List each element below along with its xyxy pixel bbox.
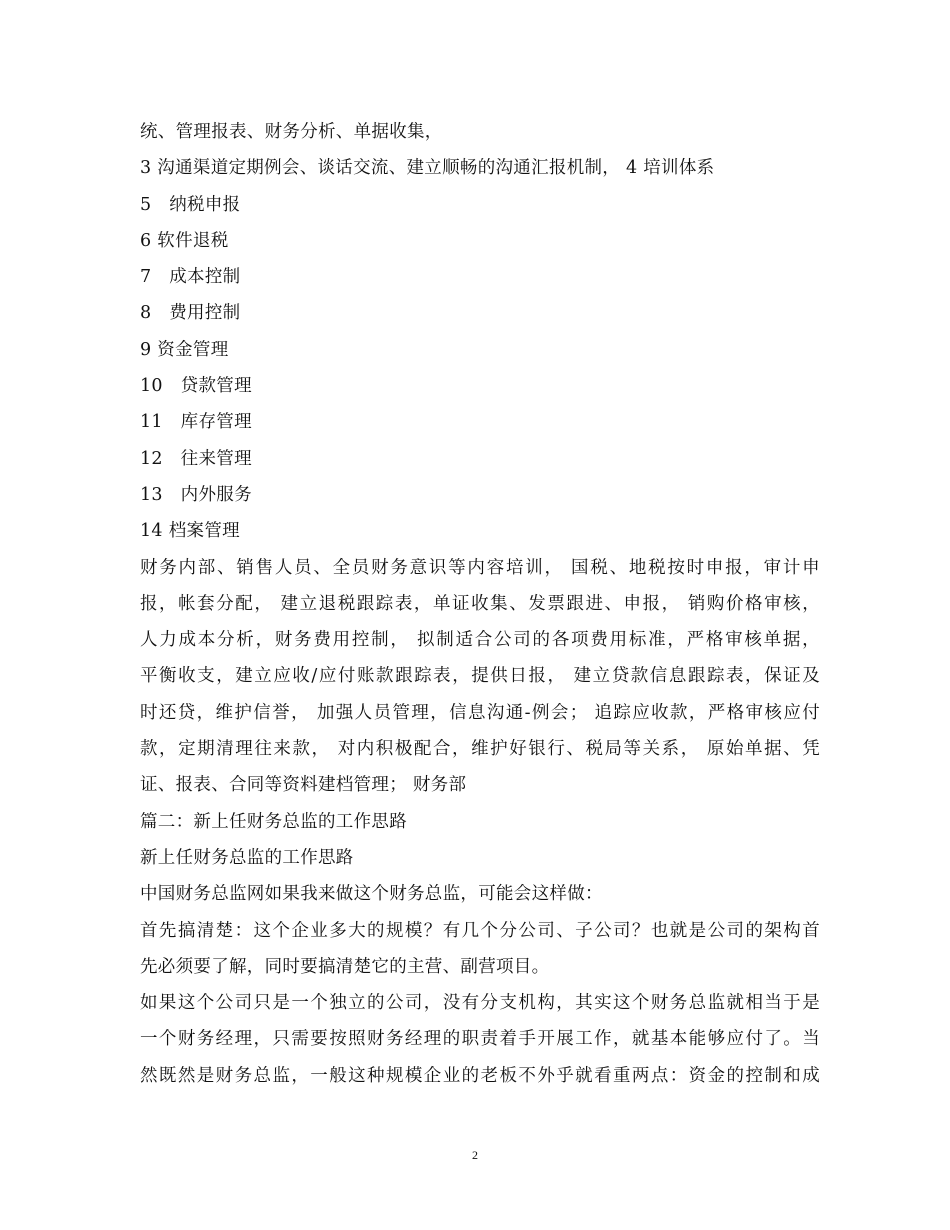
paragraph-line: 财务内部、销售人员、全员财务意识等内容培训， 国税、地税按时申报，审计申 xyxy=(140,557,820,578)
list-item: 11 库存管理 xyxy=(140,412,252,433)
paragraph-line: 首先搞清楚：这个企业多大的规模？有几个分公司、子公司？也就是公司的架构首 xyxy=(140,920,820,941)
list-item: 12 往来管理 xyxy=(140,448,252,469)
list-item: 14 档案管理 xyxy=(140,521,240,542)
text-line: 3 沟通渠道定期例会、谈话交流、建立顺畅的沟通汇报机制， 4 培训体系 xyxy=(140,158,715,179)
list-item: 7 成本控制 xyxy=(140,267,241,288)
paragraph-line: 平衡收支，建立应收/应付账款跟踪表，提供日报， 建立贷款信息跟踪表，保证及 xyxy=(140,666,820,687)
paragraph-line: 如果这个公司只是一个独立的公司，没有分支机构，其实这个财务总监就相当于是 xyxy=(140,993,820,1014)
list-item: 8 费用控制 xyxy=(140,303,241,324)
paragraph-line: 先必须要了解，同时要搞清楚它的主营、副营项目。 xyxy=(140,956,550,977)
list-item: 6 软件退税 xyxy=(140,230,229,251)
page-number: 2 xyxy=(472,1148,478,1162)
paragraph-line: 然既然是财务总监，一般这种规模企业的老板不外乎就看重两点：资金的控制和成 xyxy=(140,1065,820,1086)
text-line: 统、管理报表、财务分析、单据收集， xyxy=(140,122,443,142)
paragraph-line: 人力成本分析，财务费用控制， 拟制适合公司的各项费用标准，严格审核单据， xyxy=(140,630,820,651)
paragraph-line: 一个财务经理，只需要按照财务经理的职责着手开展工作，就基本能够应付了。当 xyxy=(140,1029,820,1050)
section-heading: 篇二：新上任财务总监的工作思路 xyxy=(140,811,407,832)
list-item: 5 纳税申报 xyxy=(140,194,241,215)
paragraph-line: 报，帐套分配， 建立退税跟踪表，单证收集、发票跟进、申报， 销购价格审核， xyxy=(140,593,820,614)
list-item: 10 贷款管理 xyxy=(140,376,252,397)
paragraph-line: 中国财务总监网如果我来做这个财务总监，可能会这样做： xyxy=(140,884,603,905)
paragraph-line: 款，定期清理往来款， 对内积极配合，维护好银行、税局等关系， 原始单据、凭 xyxy=(140,739,820,760)
article-title: 新上任财务总监的工作思路 xyxy=(140,847,354,868)
paragraph-line: 时还贷，维护信誉， 加强人员管理，信息沟通-例会； 追踪应收款，严格审核应付 xyxy=(140,702,820,723)
list-item: 9 资金管理 xyxy=(140,339,229,360)
paragraph-line: 证、报表、合同等资料建档管理； 财务部 xyxy=(140,775,467,796)
list-item: 13 内外服务 xyxy=(140,484,252,505)
document-body xyxy=(140,114,820,1094)
